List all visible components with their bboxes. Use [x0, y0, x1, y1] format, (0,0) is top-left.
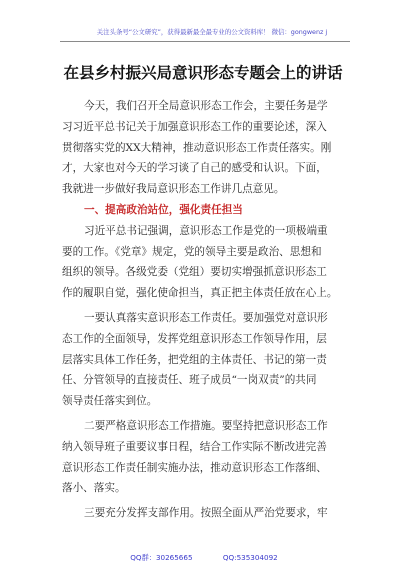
- paragraph-line: 今天，我们召开全局意识形态工作会，主要任务是学: [84, 100, 328, 112]
- footer-qq-group: QQ群：30265665: [130, 553, 193, 562]
- paragraph-line: 落小、落实。: [62, 482, 126, 495]
- section-heading: 一、提高政治站位，强化责任担当: [84, 203, 243, 216]
- paragraph-line: 二要严格意识形态工作措施。要坚持把意识形态工作: [84, 419, 328, 432]
- paragraph-line: 三要充分发挥支部作用。按照全面从严治党要求，牢: [84, 507, 328, 520]
- paragraph-line: 领导责任落实到位。: [62, 395, 158, 408]
- paragraph-line: 才，大家也对今天的学习谈了自己的感受和认识。下面，: [62, 162, 327, 175]
- paragraph-line: 习习近平总书记关于加强意识形态工作的重要论述，深入: [62, 120, 327, 133]
- document-title: 在县乡村振兴局意识形态专题会上的讲话: [63, 63, 343, 82]
- page-footer: [0, 553, 408, 563]
- paragraph-line: 纳入领导班子重要议事日程，结合工作实际不断改进完善: [62, 440, 327, 453]
- paragraph-line: 作的履职自觉，强化使命担当，真正把主体责任放在心上。: [62, 287, 338, 300]
- document-body: [62, 96, 348, 524]
- paragraph-line: 层落实具体工作任务，把党组的主体责任、书记的第一责: [62, 353, 327, 366]
- paragraph-line: 要的工作。《党章》规定，党的领导主要是政治、思想和: [62, 245, 322, 258]
- paragraph-line: 习近平总书记强调，意识形态工作是党的一项极端重: [84, 224, 328, 237]
- banner-divider: [60, 41, 350, 42]
- paragraph-line: 贯彻落实党的XX大精神，推动意识形态工作责任落实。刚: [62, 141, 332, 154]
- paragraph-line: 组织的领导。各级党委（党组）要切实增强抓意识形态工: [62, 266, 327, 279]
- paragraph-line: 态工作的全面领导，发挥党组意识形态工作领导作用，层: [62, 332, 327, 345]
- top-banner: 关注头条号“公文研究”，获得最新最全最专业的公文资料库！ 微信：gongwenz j: [96, 28, 328, 36]
- paragraph-line: 意识形态工作责任制实施办法，推动意识形态工作落细、: [62, 461, 327, 474]
- footer-qq: QQ:535304092: [222, 553, 278, 562]
- paragraph-line: 一要认真落实意识形态工作责任。要加强党对意识形: [84, 311, 328, 324]
- paragraph-line: 任、分管领导的直接责任、班子成员“一岗双责”的共同: [62, 374, 317, 387]
- paragraph-line: 我就进一步做好我局意识形态工作讲几点意见。: [62, 183, 285, 196]
